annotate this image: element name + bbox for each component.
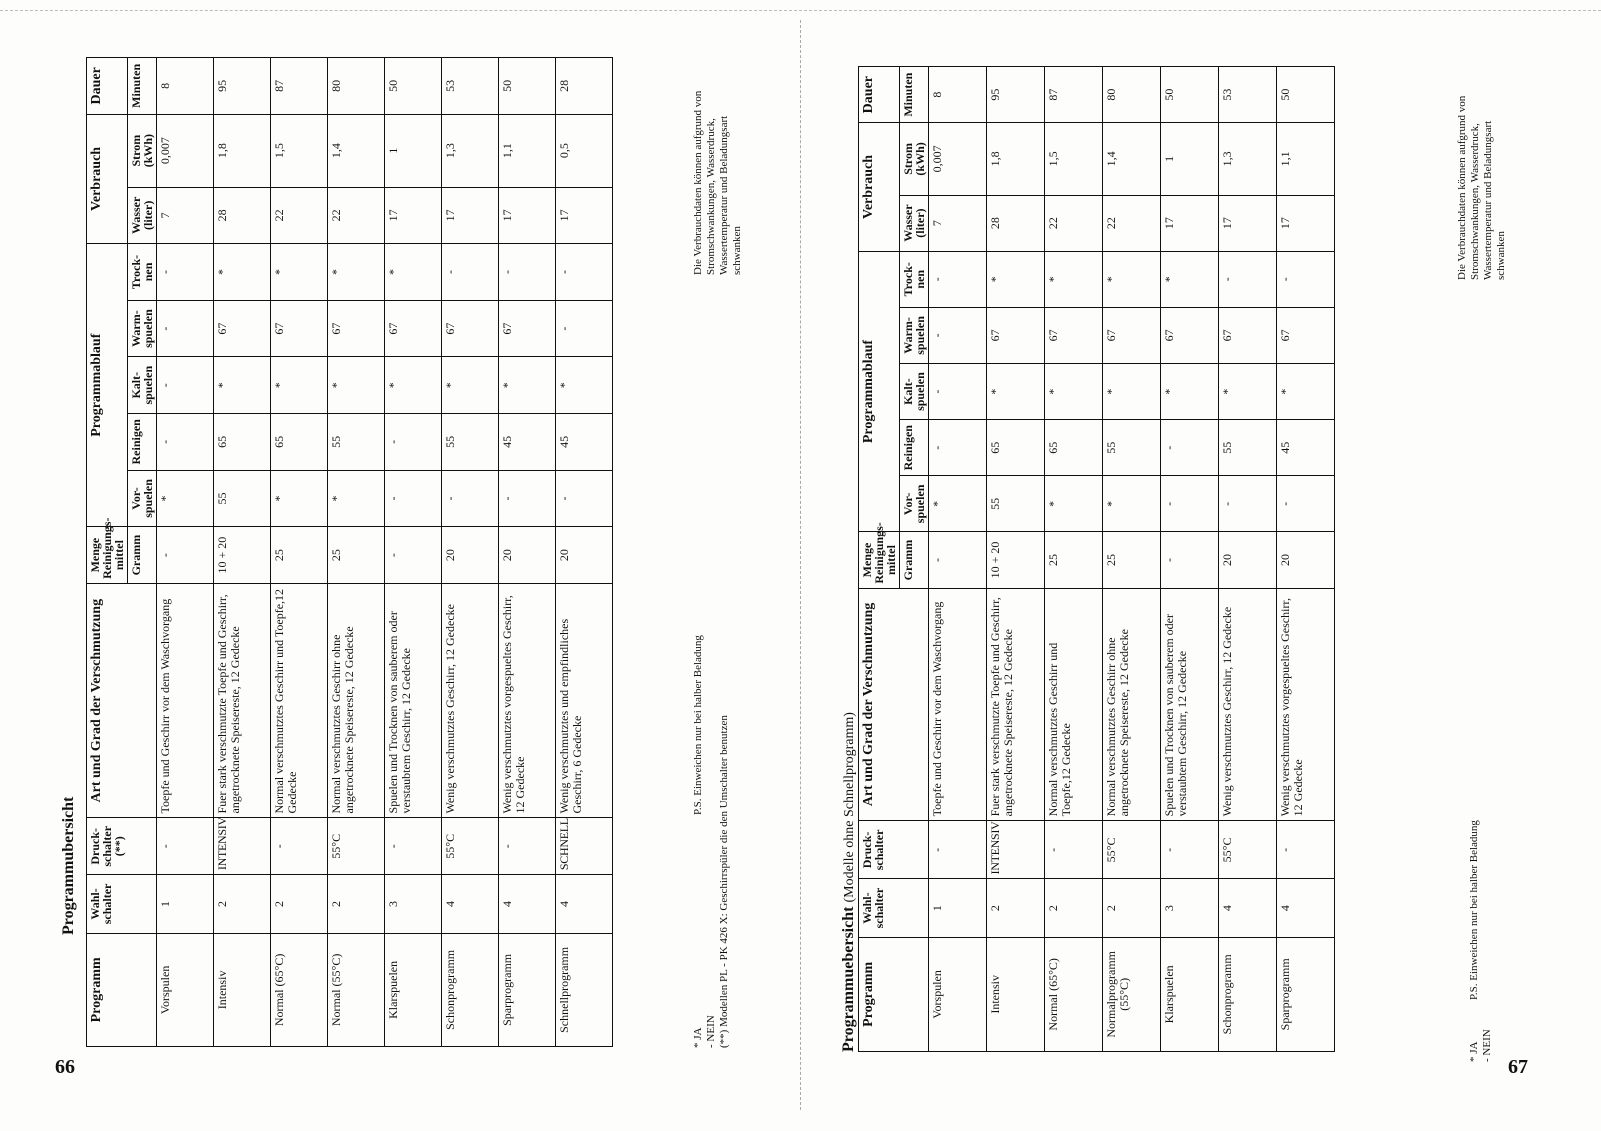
cell-strom: 1 xyxy=(1161,123,1219,195)
cell-wasser: 22 xyxy=(271,187,328,244)
left-ps-note: P.S. Einweichen nur bei halber Beladung xyxy=(692,635,704,815)
cell-warm: - xyxy=(929,307,987,363)
cell-gramm: 10 + 20 xyxy=(987,532,1045,588)
cell-kalt: * xyxy=(1277,363,1335,419)
cell-art: Normal verschmutztes Geschirr und Toepfe,12 Gedecke xyxy=(1045,588,1103,821)
header-dauer: Dauer xyxy=(87,58,128,115)
header-art-verschmutzung: Art und Grad der Verschmutzung xyxy=(859,588,929,821)
header-warmspuelen: Warm-spuelen xyxy=(128,300,157,357)
cell-programm: Schonprogramm xyxy=(442,933,499,1046)
header-vorspuelen: Vor-spuelen xyxy=(128,470,157,527)
cell-minuten: 95 xyxy=(214,58,271,115)
cell-wasser: 28 xyxy=(987,195,1045,251)
header-verbrauch: Verbrauch xyxy=(859,123,900,251)
cell-trocknen: * xyxy=(987,251,1045,307)
cell-programm: Normal (65°C) xyxy=(1045,937,1103,1051)
cell-warm: 67 xyxy=(1161,307,1219,363)
cell-druck: - xyxy=(1045,821,1103,879)
cell-wahl: 1 xyxy=(157,875,214,934)
cell-wahl: 2 xyxy=(271,875,328,934)
cell-kalt: * xyxy=(499,357,556,414)
cell-trocknen: - xyxy=(1219,251,1277,307)
header-minuten: Minuten xyxy=(900,67,929,123)
cell-minuten: 50 xyxy=(385,58,442,115)
cell-kalt: - xyxy=(929,363,987,419)
cell-wasser: 17 xyxy=(442,187,499,244)
cell-programm: Schnellprogramm xyxy=(556,933,613,1046)
cell-wasser: 22 xyxy=(1045,195,1103,251)
cell-kalt: - xyxy=(157,357,214,414)
cell-trocknen: - xyxy=(556,244,613,301)
cell-reinigen: 65 xyxy=(271,414,328,471)
cell-wahl: 4 xyxy=(1277,879,1335,937)
header-gramm: Gramm xyxy=(128,527,157,584)
cell-warm: 67 xyxy=(214,300,271,357)
cell-vor: - xyxy=(385,470,442,527)
header-art-verschmutzung: Art und Grad der Verschmutzung xyxy=(87,583,157,818)
cell-druck: - xyxy=(1161,821,1219,879)
cell-kalt: * xyxy=(556,357,613,414)
table-row xyxy=(1103,67,1161,1052)
cell-gramm: 20 xyxy=(556,527,613,584)
cell-warm: 67 xyxy=(385,300,442,357)
cell-minuten: 8 xyxy=(157,58,214,115)
cell-gramm: 20 xyxy=(1277,532,1335,588)
table-row xyxy=(556,58,613,1047)
cell-wasser: 17 xyxy=(1161,195,1219,251)
cell-gramm: 20 xyxy=(499,527,556,584)
cell-warm: - xyxy=(157,300,214,357)
cell-minuten: 53 xyxy=(442,58,499,115)
cell-vor: - xyxy=(1277,476,1335,532)
cell-strom: 1,5 xyxy=(1045,123,1103,195)
cell-minuten: 8 xyxy=(929,67,987,123)
left-legend-ja: * JA xyxy=(692,1027,704,1048)
cell-strom: 1,4 xyxy=(328,114,385,187)
cell-wasser: 17 xyxy=(1219,195,1277,251)
table-row xyxy=(1277,67,1335,1052)
cell-gramm: 25 xyxy=(1103,532,1161,588)
cell-druck: - xyxy=(929,821,987,879)
cell-kalt: * xyxy=(385,357,442,414)
cell-wahl: 4 xyxy=(556,875,613,934)
cell-strom: 1,8 xyxy=(214,114,271,187)
left-page xyxy=(0,0,800,1131)
cell-trocknen: - xyxy=(929,251,987,307)
cell-strom: 1,3 xyxy=(1219,123,1277,195)
cell-programm: Sparprogramm xyxy=(1277,937,1335,1051)
cell-warm: 67 xyxy=(1219,307,1277,363)
header-menge: Menge Reinigungs-mittel xyxy=(859,532,900,588)
cell-programm: Intensiv xyxy=(987,937,1045,1051)
cell-art: Fuer stark verschmutzte Toepfe und Geschirr, angetrocknete Speisereste, 12 Gedecke xyxy=(987,588,1045,821)
header-reinigen: Reinigen xyxy=(900,420,929,476)
cell-art: Wenig verschmutztes und empfindliches Geschirr, 6 Gedecke xyxy=(556,583,613,818)
cell-vor: - xyxy=(1161,476,1219,532)
cell-kalt: * xyxy=(1045,363,1103,419)
cell-trocknen: * xyxy=(1045,251,1103,307)
cell-reinigen: 65 xyxy=(1045,420,1103,476)
cell-programm: Klarspuelen xyxy=(385,933,442,1046)
table-row xyxy=(1045,67,1103,1052)
right-title-main: Programmuebersicht xyxy=(840,906,857,1052)
cell-gramm: - xyxy=(1161,532,1219,588)
cell-gramm: 20 xyxy=(442,527,499,584)
cell-druck: - xyxy=(271,818,328,875)
cell-reinigen: 45 xyxy=(1277,420,1335,476)
cell-vor: * xyxy=(929,476,987,532)
header-strom: Strom (kWh) xyxy=(128,114,157,187)
header-programmablauf: Programmablauf xyxy=(87,244,128,527)
table-row xyxy=(499,58,556,1047)
cell-programm: Normal (55°C) xyxy=(328,933,385,1046)
cell-reinigen: - xyxy=(929,420,987,476)
cell-wasser: 22 xyxy=(328,187,385,244)
cell-strom: 0,007 xyxy=(929,123,987,195)
header-minuten: Minuten xyxy=(128,58,157,115)
cell-trocknen: - xyxy=(499,244,556,301)
table-row xyxy=(442,58,499,1047)
header-programmablauf: Programmablauf xyxy=(859,251,900,532)
left-page-number: 66 xyxy=(55,1056,75,1078)
cell-minuten: 87 xyxy=(1045,67,1103,123)
cell-wasser: 17 xyxy=(556,187,613,244)
cell-warm: - xyxy=(556,300,613,357)
cell-reinigen: 55 xyxy=(442,414,499,471)
cell-strom: 0,5 xyxy=(556,114,613,187)
left-verbrauch-note: Die Verbrauchdaten können aufgrund von Stromschwankungen, Wasserdruck, Wassertemperatur und Beladungsart schwanken xyxy=(692,90,743,275)
left-legend-nein: - NEIN xyxy=(705,1015,717,1048)
cell-gramm: 25 xyxy=(271,527,328,584)
cell-art: Normal verschmutztes Geschirr ohne angetrocknete Speisereste, 12 Gedecke xyxy=(1103,588,1161,821)
cell-minuten: 95 xyxy=(987,67,1045,123)
header-strom: Strom (kWh) xyxy=(900,123,929,195)
cell-wahl: 4 xyxy=(1219,879,1277,937)
cell-strom: 1 xyxy=(385,114,442,187)
cell-warm: 67 xyxy=(1103,307,1161,363)
cell-trocknen: * xyxy=(214,244,271,301)
cell-minuten: 80 xyxy=(1103,67,1161,123)
cell-art: Wenig verschmutztes vorgespueltes Geschirr, 12 Gedecke xyxy=(1277,588,1335,821)
cell-wahl: 2 xyxy=(987,879,1045,937)
right-legend-nein: - NEIN xyxy=(1481,1029,1493,1062)
cell-strom: 1,3 xyxy=(442,114,499,187)
right-title-sub: (Modelle ohne Schnellprogramm) xyxy=(842,712,857,903)
cell-reinigen: 55 xyxy=(1219,420,1277,476)
cell-strom: 1,5 xyxy=(271,114,328,187)
cell-vor: - xyxy=(499,470,556,527)
cell-gramm: 25 xyxy=(1045,532,1103,588)
cell-warm: 67 xyxy=(987,307,1045,363)
cell-trocknen: * xyxy=(328,244,385,301)
cell-minuten: 50 xyxy=(499,58,556,115)
cell-minuten: 50 xyxy=(1277,67,1335,123)
cell-trocknen: * xyxy=(271,244,328,301)
header-dauer: Dauer xyxy=(859,67,900,123)
table-row xyxy=(271,58,328,1047)
cell-wasser: 17 xyxy=(499,187,556,244)
cell-reinigen: 65 xyxy=(987,420,1045,476)
cell-wasser: 7 xyxy=(929,195,987,251)
cell-programm: Vorspulen xyxy=(157,933,214,1046)
cell-vor: - xyxy=(556,470,613,527)
header-wasser: Wasser (liter) xyxy=(128,187,157,244)
cell-programm: Schonprogramm xyxy=(1219,937,1277,1051)
cell-druck: 55°C xyxy=(442,818,499,875)
left-page-title: Programmubersicht xyxy=(60,796,77,935)
cell-wahl: 4 xyxy=(442,875,499,934)
right-page-number: 67 xyxy=(1508,1056,1528,1078)
header-wahlschalter: Wahl-schalter xyxy=(87,875,157,934)
header-menge: Menge Reinigungs-mittel xyxy=(87,527,128,584)
header-druckschalter: Druck-schalter xyxy=(859,821,929,879)
cell-wahl: 3 xyxy=(1161,879,1219,937)
cell-druck: 55°C xyxy=(1219,821,1277,879)
cell-warm: 67 xyxy=(271,300,328,357)
cell-wahl: 2 xyxy=(214,875,271,934)
cell-programm: Klarspuelen xyxy=(1161,937,1219,1051)
cell-art: Normal verschmutztes Geschirr und Toepfe,12 Gedecke xyxy=(271,583,328,818)
cell-trocknen: * xyxy=(385,244,442,301)
header-druckschalter: Druck-schalter (**) xyxy=(87,818,157,875)
header-warmspuelen: Warm-spuelen xyxy=(900,307,929,363)
cell-wahl: 3 xyxy=(385,875,442,934)
cell-warm: 67 xyxy=(328,300,385,357)
cell-gramm: - xyxy=(385,527,442,584)
cell-kalt: * xyxy=(1161,363,1219,419)
table-row xyxy=(987,67,1045,1052)
cell-programm: Normalprogramm (55°C) xyxy=(1103,937,1161,1051)
left-table-body xyxy=(157,58,613,1047)
right-page-title xyxy=(840,712,858,1052)
cell-wahl: 2 xyxy=(1045,879,1103,937)
cell-warm: 67 xyxy=(1045,307,1103,363)
cell-reinigen: 55 xyxy=(1103,420,1161,476)
header-reinigen: Reinigen xyxy=(128,414,157,471)
cell-wasser: 22 xyxy=(1103,195,1161,251)
table-row xyxy=(214,58,271,1047)
cell-art: Fuer stark verschmutzte Toepfe und Geschirr, angetrocknete Speisereste, 12 Gedecke xyxy=(214,583,271,818)
cell-programm: Sparprogramm xyxy=(499,933,556,1046)
cell-reinigen: - xyxy=(385,414,442,471)
cell-minuten: 50 xyxy=(1161,67,1219,123)
cell-druck: - xyxy=(1277,821,1335,879)
cell-gramm: - xyxy=(157,527,214,584)
cell-minuten: 53 xyxy=(1219,67,1277,123)
cell-warm: 67 xyxy=(499,300,556,357)
table-row xyxy=(1219,67,1277,1052)
header-gramm: Gramm xyxy=(900,532,929,588)
cell-kalt: * xyxy=(271,357,328,414)
cell-wahl: 4 xyxy=(499,875,556,934)
cell-programm: Vorspulen xyxy=(929,937,987,1051)
cell-gramm: 20 xyxy=(1219,532,1277,588)
cell-kalt: * xyxy=(214,357,271,414)
cell-art: Wenig verschmutztes vorgespueltes Geschirr, 12 Gedecke xyxy=(499,583,556,818)
cell-druck: - xyxy=(499,818,556,875)
cell-trocknen: - xyxy=(157,244,214,301)
cell-reinigen: 45 xyxy=(556,414,613,471)
cell-vor: * xyxy=(1045,476,1103,532)
cell-reinigen: 65 xyxy=(214,414,271,471)
cell-kalt: * xyxy=(1219,363,1277,419)
cell-art: Normal verschmutztes Geschirr ohne angetrocknete Speisereste, 12 Gedecke xyxy=(328,583,385,818)
table-row xyxy=(1161,67,1219,1052)
right-verbrauch-note: Die Verbrauchdaten können aufgrund von Stromschwankungen, Wasserdruck, Wassertemperatur und Beladungsart schwanken xyxy=(1456,95,1507,280)
header-programm: Programm xyxy=(859,937,929,1051)
left-program-table xyxy=(86,57,613,1047)
cell-strom: 0,007 xyxy=(157,114,214,187)
cell-druck: - xyxy=(385,818,442,875)
header-trocknen: Trock-nen xyxy=(900,251,929,307)
cell-vor: * xyxy=(157,470,214,527)
right-program-table xyxy=(858,66,1335,1052)
cell-strom: 1,1 xyxy=(499,114,556,187)
header-verbrauch: Verbrauch xyxy=(87,114,128,243)
cell-programm: Normal (65°C) xyxy=(271,933,328,1046)
cell-art: Wenig verschmutztes Geschirr, 12 Gedecke xyxy=(442,583,499,818)
cell-warm: 67 xyxy=(442,300,499,357)
cell-minuten: 28 xyxy=(556,58,613,115)
table-row xyxy=(385,58,442,1047)
cell-wasser: 17 xyxy=(1277,195,1335,251)
left-legend-modelle: (**) Modellen PL - PK 426 X: Geschirrspüler die den Umschalter benutzen xyxy=(718,715,730,1048)
cell-wahl: 1 xyxy=(929,879,987,937)
cell-kalt: * xyxy=(328,357,385,414)
cell-vor: 55 xyxy=(987,476,1045,532)
cell-gramm: - xyxy=(929,532,987,588)
cell-strom: 1,8 xyxy=(987,123,1045,195)
cell-vor: * xyxy=(1103,476,1161,532)
cell-reinigen: 55 xyxy=(328,414,385,471)
cell-druck: INTENSIV xyxy=(214,818,271,875)
cell-kalt: * xyxy=(1103,363,1161,419)
cell-art: Toepfe und Geschirr vor dem Waschvorgang xyxy=(929,588,987,821)
header-wahlschalter: Wahl-schalter xyxy=(859,879,929,937)
cell-reinigen: - xyxy=(1161,420,1219,476)
cell-minuten: 80 xyxy=(328,58,385,115)
right-table-wrapper xyxy=(858,66,1335,1052)
cell-trocknen: * xyxy=(1161,251,1219,307)
cell-art: Wenig verschmutztes Geschirr, 12 Gedecke xyxy=(1219,588,1277,821)
cell-trocknen: - xyxy=(442,244,499,301)
header-programm: Programm xyxy=(87,933,157,1046)
cell-gramm: 25 xyxy=(328,527,385,584)
cell-druck: 55°C xyxy=(1103,821,1161,879)
cell-wasser: 7 xyxy=(157,187,214,244)
right-ps-note: P.S. Einweichen nur bei halber Beladung xyxy=(1468,820,1480,1000)
left-table-wrapper xyxy=(86,57,613,1047)
cell-vor: * xyxy=(328,470,385,527)
right-table-body xyxy=(929,67,1335,1052)
cell-art: Spuelen und Trocknen von sauberem oder verstaubtem Geschirr, 12 Gedecke xyxy=(385,583,442,818)
header-kaltspuelen: Kalt-spuelen xyxy=(900,363,929,419)
cell-gramm: 10 + 20 xyxy=(214,527,271,584)
cell-art: Spuelen und Trocknen von sauberem oder verstaubtem Geschirr, 12 Gedecke xyxy=(1161,588,1219,821)
header-wasser: Wasser (liter) xyxy=(900,195,929,251)
cell-strom: 1,1 xyxy=(1277,123,1335,195)
cell-wahl: 2 xyxy=(328,875,385,934)
cell-vor: * xyxy=(271,470,328,527)
header-kaltspuelen: Kalt-spuelen xyxy=(128,357,157,414)
cell-kalt: * xyxy=(987,363,1045,419)
right-page xyxy=(800,0,1601,1131)
cell-minuten: 87 xyxy=(271,58,328,115)
table-row xyxy=(328,58,385,1047)
cell-trocknen: - xyxy=(1277,251,1335,307)
cell-programm: Intensiv xyxy=(214,933,271,1046)
cell-trocknen: * xyxy=(1103,251,1161,307)
cell-druck: INTENSIV xyxy=(987,821,1045,879)
cell-vor: 55 xyxy=(214,470,271,527)
table-row xyxy=(929,67,987,1052)
right-legend-ja: * JA xyxy=(1468,1041,1480,1062)
cell-kalt: * xyxy=(442,357,499,414)
cell-reinigen: - xyxy=(157,414,214,471)
cell-druck: SCHNELL xyxy=(556,818,613,875)
cell-druck: 55°C xyxy=(328,818,385,875)
cell-wasser: 17 xyxy=(385,187,442,244)
cell-vor: - xyxy=(1219,476,1277,532)
cell-strom: 1,4 xyxy=(1103,123,1161,195)
header-trocknen: Trock-nen xyxy=(128,244,157,301)
cell-warm: 67 xyxy=(1277,307,1335,363)
cell-vor: - xyxy=(442,470,499,527)
header-vorspuelen: Vor-spuelen xyxy=(900,476,929,532)
cell-art: Toepfe und Geschirr vor dem Waschvorgang xyxy=(157,583,214,818)
cell-druck: - xyxy=(157,818,214,875)
cell-wahl: 2 xyxy=(1103,879,1161,937)
cell-reinigen: 45 xyxy=(499,414,556,471)
table-row xyxy=(157,58,214,1047)
cell-wasser: 28 xyxy=(214,187,271,244)
